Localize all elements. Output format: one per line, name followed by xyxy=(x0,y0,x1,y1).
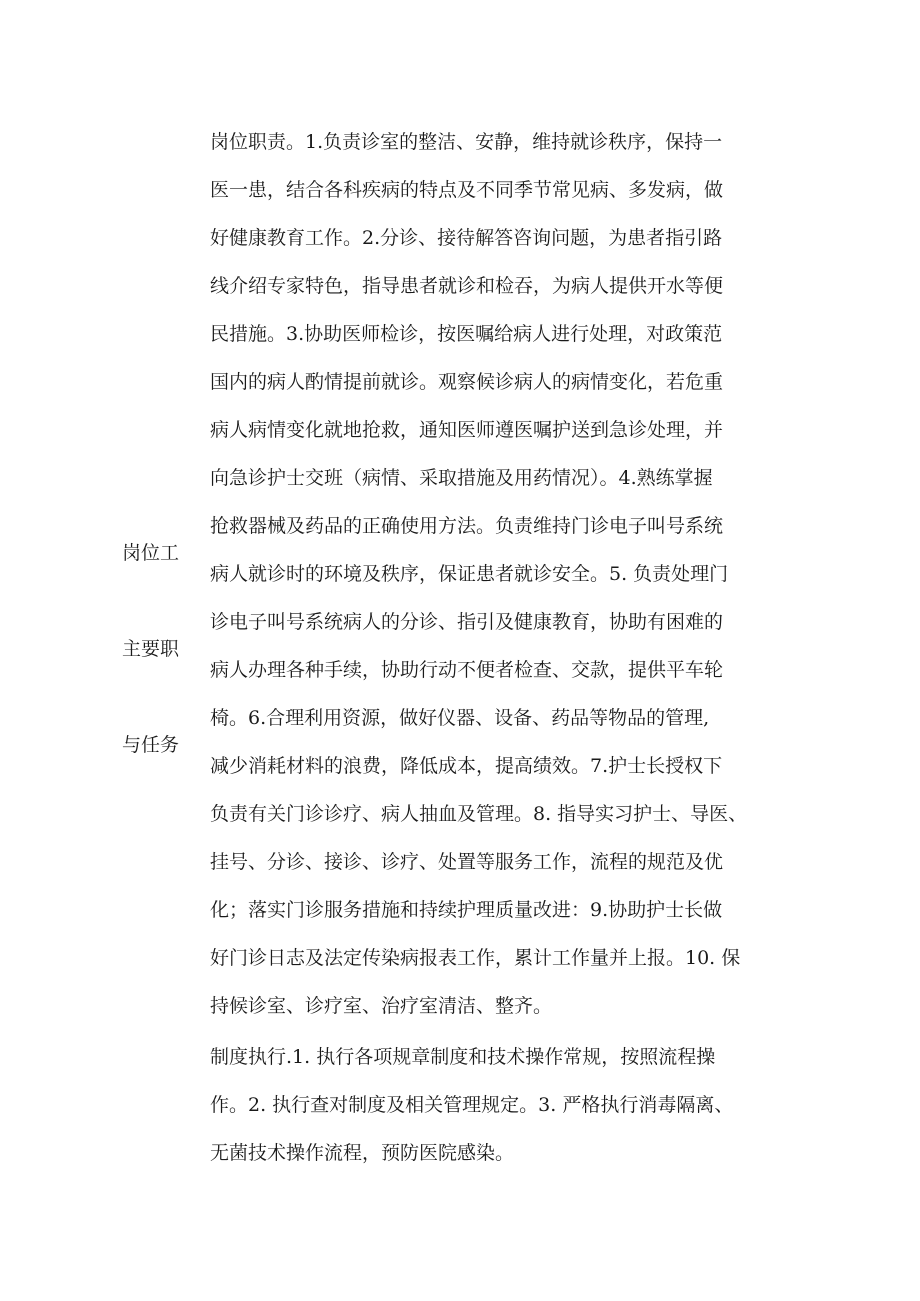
duties-paragraph xyxy=(210,118,785,1030)
text-line: 作。2. 执行查对制度及相关管理规定。3. 严格执行消毒隔离、 xyxy=(210,1094,734,1116)
text-line: 好门诊日志及法定传染病报表工作，累计工作量并上报。10. 保 xyxy=(210,947,741,969)
rules-heading: 制度执行 xyxy=(210,1046,287,1068)
duties-heading: 岗位职责。 xyxy=(210,131,306,153)
text-line: 好健康教育工作。2.分诊、接待解答咨询问题，为患者指引路 xyxy=(210,227,723,249)
text-line: 民措施。3.协助医师检诊，按医嘱给病人进行处理，对政策范 xyxy=(210,323,723,345)
text-line: 病人办理各种手续，协助行动不便者检查、交款，提供平车轮 xyxy=(210,659,724,681)
text-line: 负责有关门诊诊疗、病人抽血及管理。8. 指导实习护士、导医、 xyxy=(210,803,748,825)
text-line: 医一患，结合各科疾病的特点及不同季节常见病、多发病，做 xyxy=(210,179,724,201)
side-label-line-1: 岗位工 xyxy=(122,542,180,564)
text-line: 国内的病人酌情提前就诊。观察候诊病人的病情变化，若危重 xyxy=(210,371,724,393)
text-line: 制度执行.1. 执行各项规章制度和技术操作常规，按照流程操 xyxy=(210,1046,716,1068)
text-line: 挂号、分诊、接诊、诊疗、处置等服务工作，流程的规范及优 xyxy=(210,851,724,873)
text-line: 无菌技术操作流程，预防医院感染。 xyxy=(210,1142,515,1164)
text-line: 向急诊护士交班（病情、采取措施及用药情况）。4.熟练掌握 xyxy=(210,467,713,489)
rules-paragraph xyxy=(210,1033,785,1177)
text-line: 病人病情变化就地抢救，通知医师遵医嘱护送到急诊处理，并 xyxy=(210,419,724,441)
text-line: 岗位职责。1.负责诊室的整洁、安静，维持就诊秩序，保持一 xyxy=(210,131,723,153)
text-line: 线介绍专家特色，指导患者就诊和检吞，为病人提供开水等便 xyxy=(210,275,724,297)
text-line: 抢救器械及药品的正确使用方法。负责维持门诊电子叫号系统 xyxy=(210,515,724,537)
side-label-line-2: 主要职 xyxy=(122,638,180,660)
text-line: 化；落实门诊服务措施和持续护理质量改进：9.协助护士长做 xyxy=(210,899,723,921)
side-label-line-3: 与任务 xyxy=(122,734,180,756)
text-line: 椅。6.合理利用资源，做好仪器、设备、药品等物品的管理, xyxy=(210,707,710,729)
text-line: 诊电子叫号系统病人的分诊、指引及健康教育，协助有困难的 xyxy=(210,611,724,633)
text-line: 持候诊室、诊疗室、治疗室清洁、整齐。 xyxy=(210,995,553,1017)
text-line: 病人就诊时的环境及秩序，保证患者就诊安全。5. 负责处理门 xyxy=(210,563,729,585)
text-line: 减少消耗材料的浪费，降低成本，提高绩效。7.护士长授权下 xyxy=(210,755,723,777)
